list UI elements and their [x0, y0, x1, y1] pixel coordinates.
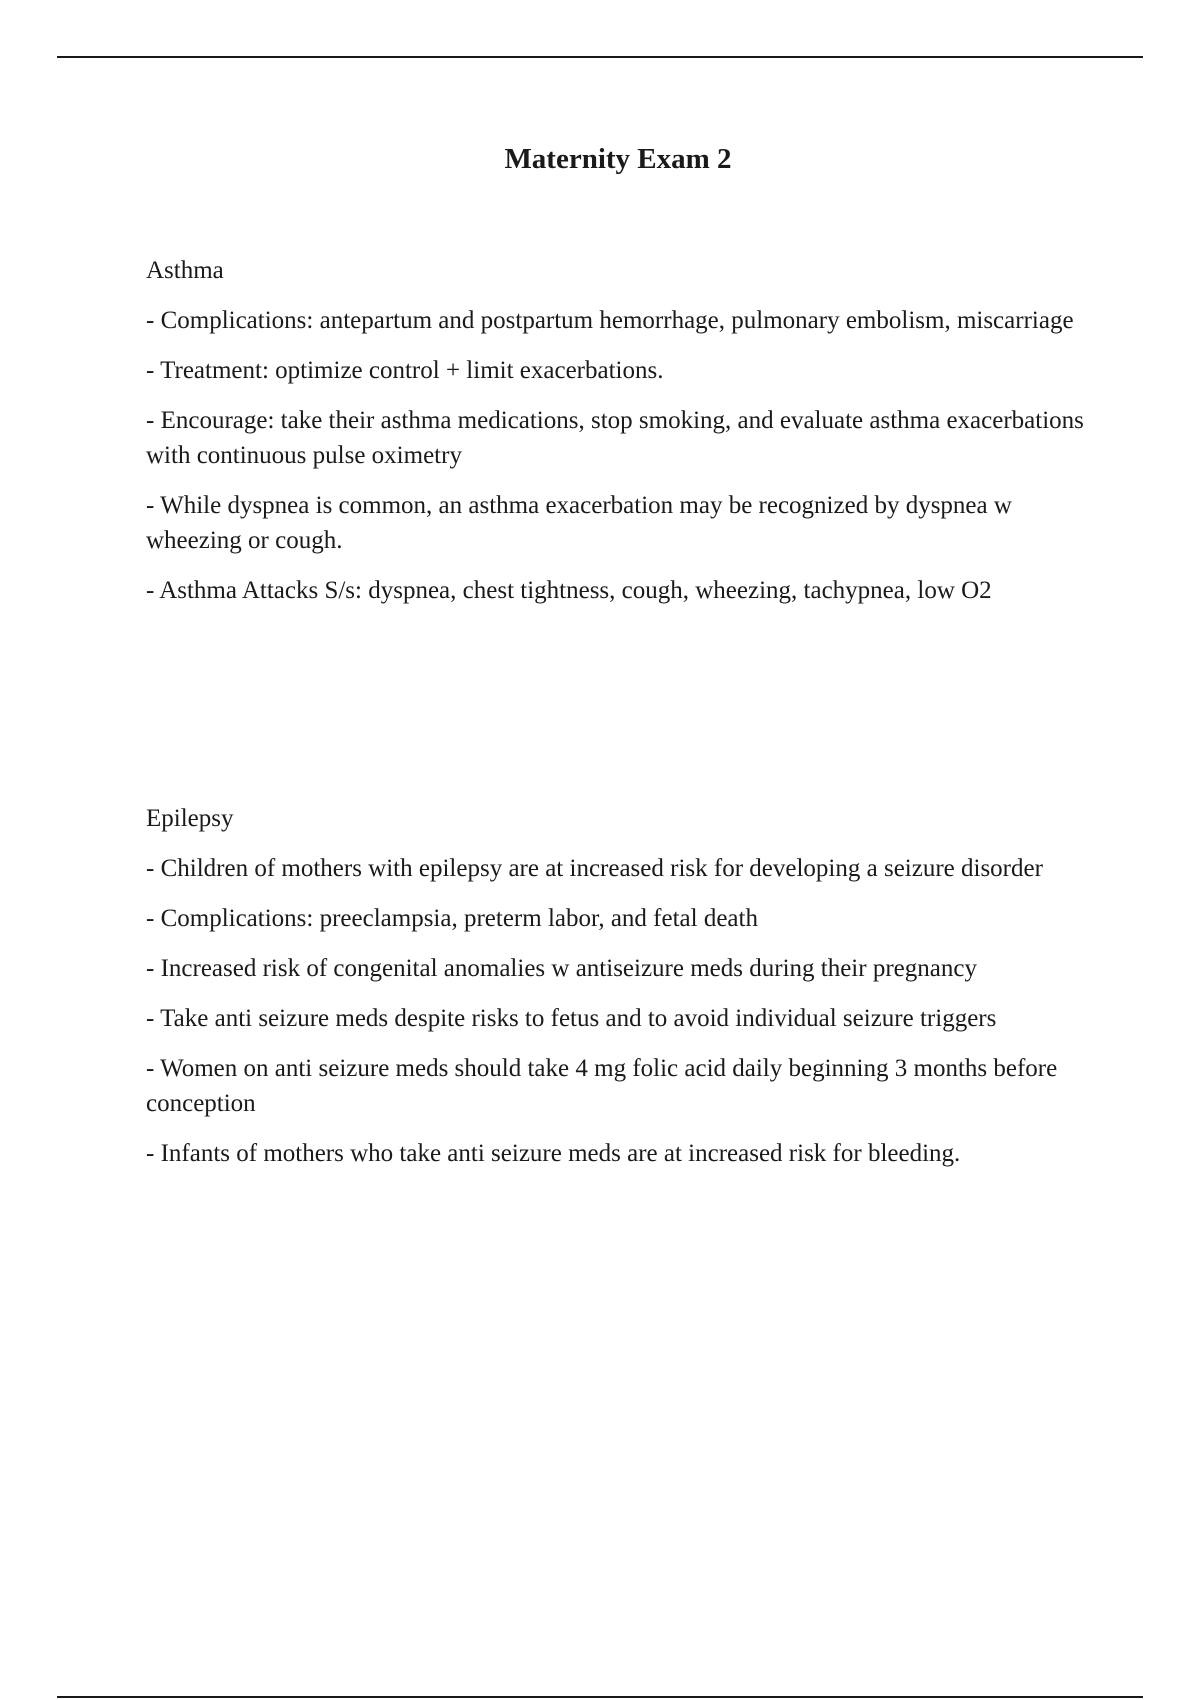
list-item: - While dyspnea is common, an asthma exacerbation may be recognized by dyspnea w wheezing or cough. [146, 492, 1012, 554]
list-item: - Take anti seizure meds despite risks to fetus and to avoid individual seizure triggers [146, 1005, 997, 1032]
top-divider [57, 56, 1143, 58]
section-heading-asthma: Asthma [146, 257, 224, 284]
epilepsy-note-list [146, 851, 1096, 1171]
list-item: - Children of mothers with epilepsy are at increased risk for developing a seizure disorder [146, 855, 1043, 882]
list-item: - Encourage: take their asthma medications, stop smoking, and evaluate asthma exacerbations with continuous pulse oximetry [146, 407, 1084, 469]
list-item: - Complications: antepartum and postpartum hemorrhage, pulmonary embolism, miscarriage [146, 307, 1074, 334]
list-item: - Treatment: optimize control + limit exacerbations. [146, 357, 664, 384]
list-item: - Infants of mothers who take anti seizure meds are at increased risk for bleeding. [146, 1140, 961, 1167]
bottom-divider [57, 1696, 1143, 1698]
section-heading-epilepsy: Epilepsy [146, 805, 234, 832]
section-asthma [146, 253, 1096, 623]
list-item: - Complications: preeclampsia, preterm labor, and fetal death [146, 905, 758, 932]
list-item: - Women on anti seizure meds should take 4 mg folic acid daily beginning 3 months before conception [146, 1055, 1058, 1117]
asthma-note-list [146, 303, 1096, 608]
list-item: - Asthma Attacks S/s: dyspnea, chest tightness, cough, wheezing, tachypnea, low O2 [146, 577, 992, 604]
list-item: - Increased risk of congenital anomalies w antiseizure meds during their pregnancy [146, 955, 977, 982]
section-epilepsy [146, 801, 1096, 1186]
page-title: Maternity Exam 2 [504, 143, 732, 175]
